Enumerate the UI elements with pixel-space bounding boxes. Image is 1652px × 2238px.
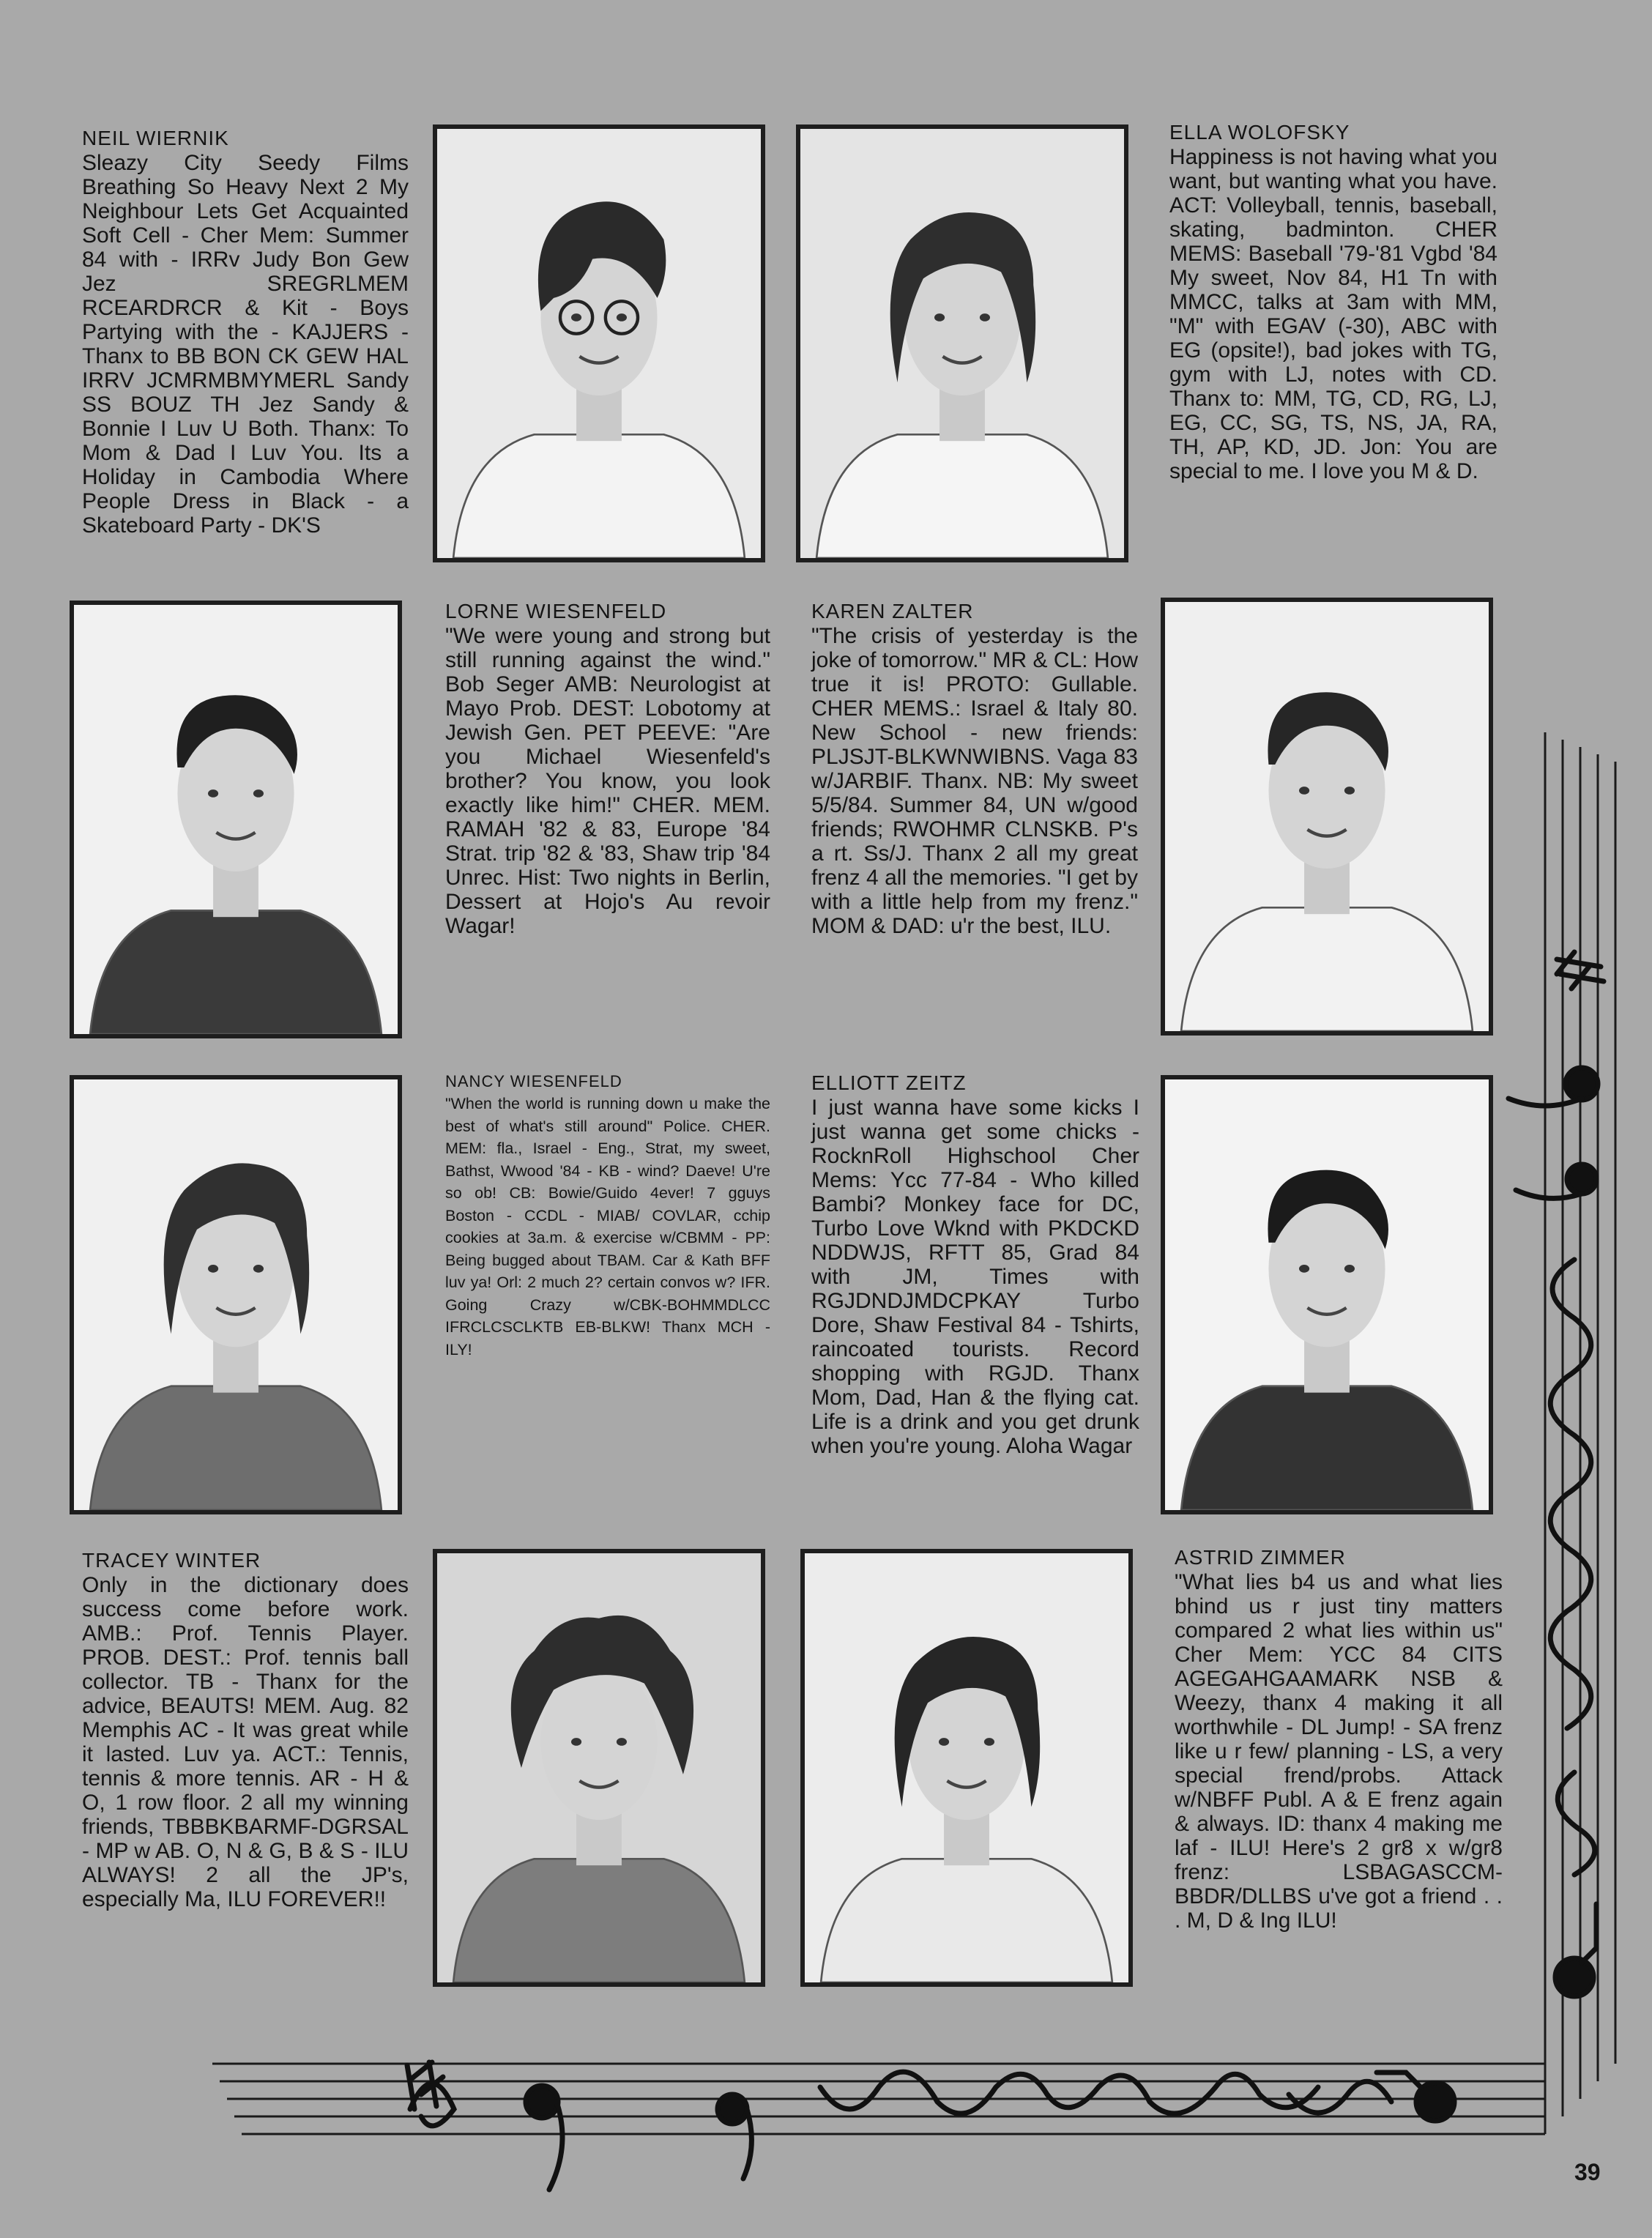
portrait-shoulders [453,434,745,558]
portrait-eye-left [939,1738,949,1746]
bio-nancy-wiesenfeld [445,1071,770,1361]
portrait-eye-right [617,1738,627,1746]
student-name: ELLA WOLOFSKY [1169,121,1350,144]
portrait-eye-right [253,789,264,798]
portrait-drawing [437,1553,761,1982]
student-blurb: Only in the dictionary does success come before work. AMB.: Prof. Tennis Player. PROB. DEST.: Prof. tennis ball collector. TB - Thanx for the advice, BEAUTS! MEM. Aug. 82 Memphis AC - It was great while it lasted. Luv ya. ACT.: Tennis, tennis & more tennis. AR - H & O, 1 row floor. 2 all my winning friends, TBBBKBARMF-DGRSAL - MP w AB. O, N & G, B & S - ILU ALWAYS! 2 all the JP's, especially Ma, ILU FOREVER!! [82,1573,409,1911]
handwritten-script-right [1508,952,1604,1996]
portrait-eye-left [208,789,218,798]
portrait-photo-lorne [70,601,402,1038]
bio-elliott-zeitz [811,1071,1139,1458]
staff-lines-right [1545,732,1615,2134]
portrait-drawing [437,129,761,558]
portrait-photo-karen [1161,598,1493,1036]
portrait-drawing [805,1553,1128,1982]
student-name: ELLIOTT ZEITZ [811,1071,967,1094]
portrait-shoulders [90,1386,382,1510]
bio-karen-zalter [811,599,1138,938]
student-blurb: "What lies b4 us and what lies bhind us r just tiny matters compared 2 what lies within us" Cher Mem: YCC 84 CITS AGEGAHGAAMARK NSB & Weezy, thanx 4 making it all worthwhile - DL Jump! - SA frenz like u r few/ planning - LS, a very special frend/probs. Attack w/NBFF Publ. A & E frenz again & always. ID: thanx 4 making me laf - ILU! Here's 2 gr8 x w/gr8 frenz: LSBAGASCCM-BBDR/DLLBS u've got a friend . . . M, D & Ing ILU! [1175,1570,1503,1933]
portrait-shoulders [90,910,382,1034]
portrait-eye-right [984,1738,994,1746]
handwritten-script-bottom [407,2062,1454,2190]
student-name: KAREN ZALTER [811,600,974,622]
portrait-eye-left [208,1265,218,1273]
portrait-eye-left [934,313,945,321]
portrait-drawing [74,1079,398,1510]
portrait-shoulders [1181,907,1473,1031]
bio-ella-wolofsky [1169,120,1497,483]
portrait-eye-left [1299,787,1309,795]
portrait-eye-left [1299,1265,1309,1273]
portrait-shoulders [821,1859,1112,1982]
page-number: 39 [1574,2159,1601,2185]
bio-astrid-zimmer [1175,1545,1503,1933]
portrait-photo-astrid [800,1549,1133,1987]
portrait-photo-tracey [433,1549,765,1987]
portrait-eye-right [1344,787,1355,795]
student-name: LORNE WIESENFELD [445,600,667,622]
student-name: TRACEY WINTER [82,1549,261,1572]
portrait-shoulders [453,1859,745,1982]
portrait-eye-right [980,313,990,321]
student-name: NANCY WIESENFELD [445,1072,622,1090]
student-name: ASTRID ZIMMER [1175,1546,1346,1569]
bio-lorne-wiesenfeld [445,599,770,938]
portrait-shoulders [816,434,1108,558]
portrait-eye-left [571,313,581,321]
portrait-drawing [800,129,1124,558]
portrait-drawing [1165,602,1489,1031]
portrait-eye-right [253,1265,264,1273]
portrait-photo-ella [796,124,1128,562]
staff-lines-bottom [212,2064,1545,2134]
bio-neil-wiernik [82,126,409,538]
student-blurb: I just wanna have some kicks I just wanna get some chicks - RocknRoll Highschool Cher Mems: Ycc 77-84 - Who killed Bambi? Monkey face for DC, Turbo Love Wknd with PKDCKD NDDWJS, RFTT 85, Grad 84 with JM, Times with RGJDNDJMDCPKAY Turbo Dore, Shaw Festival 84 - Tshirts, raincoated tourists. Record shopping with RGJD. Thanx Mom, Dad, Han & the flying cat. Life is a drink and you get drunk when you're young. Aloha Wagar [811,1096,1139,1458]
student-blurb: "When the world is running down u make the best of what's still around" Police. CHER. MEM: fla., Israel - Eng., Strat, my sweet, Bathst, Wwood '84 - KB - wind? Daeve! U're so ob! CB: Bowie/Guido 4ever! 7 gguys Boston - CCDL - MIAB/ COVLAR, cchip cookies at 3a.m. & exercise w/CBMM - PP: Being bugged about TBAM. Car & Kath BFF luv ya! Orl: 2 much 2? certain convos w? IFR. Going Crazy w/CBK-BOHMMDLCC IFRCLCSCLKTB EB-BLKW! Thanx MCH - ILY! [445,1095,770,1358]
portrait-eye-left [571,1738,581,1746]
student-name: NEIL WIERNIK [82,127,229,149]
student-blurb: "We were young and strong but still running against the wind." Bob Seger AMB: Neurologist at Mayo Prob. DEST: Lobotomy at Jewish Gen. PET PEEVE: "Are you Michael Wiesenfeld's brother? You know, you look exactly like him!" CHER. MEM. RAMAH '82 & 83, Europe '84 Strat. trip '82 & '83, Shaw trip '84 Unrec. Hist: Two nights in Berlin, Dessert at Hojo's Au revoir Wagar! [445,624,770,938]
portrait-eye-right [617,313,627,321]
student-blurb: "The crisis of yesterday is the joke of tomorrow." MR & CL: How true it is! PROTO: Gullable. CHER MEMS.: Israel & Italy 80. New School - new friends: PLJSJT-BLKWNWIBNS. Vaga 83 w/JARBIF. Thanx. NB: My sweet 5/5/84. Summer 84, UN w/good friends; RWOHMR CLNSKB. P's a rt. Ss/J. Thanx 2 all my great frenz 4 all the memories. "I get by with a little help from my frenz." MOM & DAD: u'r the best, ILU. [811,624,1138,938]
portrait-photo-neil [433,124,765,562]
portrait-photo-nancy [70,1075,402,1514]
portrait-photo-elliott [1161,1075,1493,1514]
bio-tracey-winter [82,1548,409,1911]
portrait-eye-right [1344,1265,1355,1273]
portrait-drawing [1165,1079,1489,1510]
portrait-drawing [74,605,398,1034]
student-blurb: Happiness is not having what you want, but wanting what you have. ACT: Volleyball, tennis, baseball, skating, badminton. CHER MEMS: Baseball '79-'81 Vgbd '84 My sweet, Nov 84, H1 Tn with MMCC, talks at 3am with MM, "M" with EGAV (-30), ABC with EG (opsite!), bad jokes with TG, gym with LJ, notes with CD. Thanx to: MM, TG, CD, RG, LJ, EG, CC, SG, TS, NS, JA, RA, TH, AP, KD, JD. Jon: You are special to me. I love you M & D. [1169,145,1497,483]
portrait-shoulders [1181,1386,1473,1510]
student-blurb: Sleazy City Seedy Films Breathing So Heavy Next 2 My Neighbour Lets Get Acquainted Soft Cell - Cher Mem: Summer 84 with - IRRv Judy Bon Gew Jez SREGRLMEM RCEARDRCR & Kit - Boys Partying with the - KAJJERS - Thanx to BB BON CK GEW HAL IRRV JCMRMBMYMERL Sandy SS BOUZ TH Jez Sandy & Bonnie I Luv U Both. Thanx: To Mom & Dad I Luv You. Its a Holiday in Cambodia Where People Dress in Black - a Skateboard Party - DK'S [82,151,409,538]
